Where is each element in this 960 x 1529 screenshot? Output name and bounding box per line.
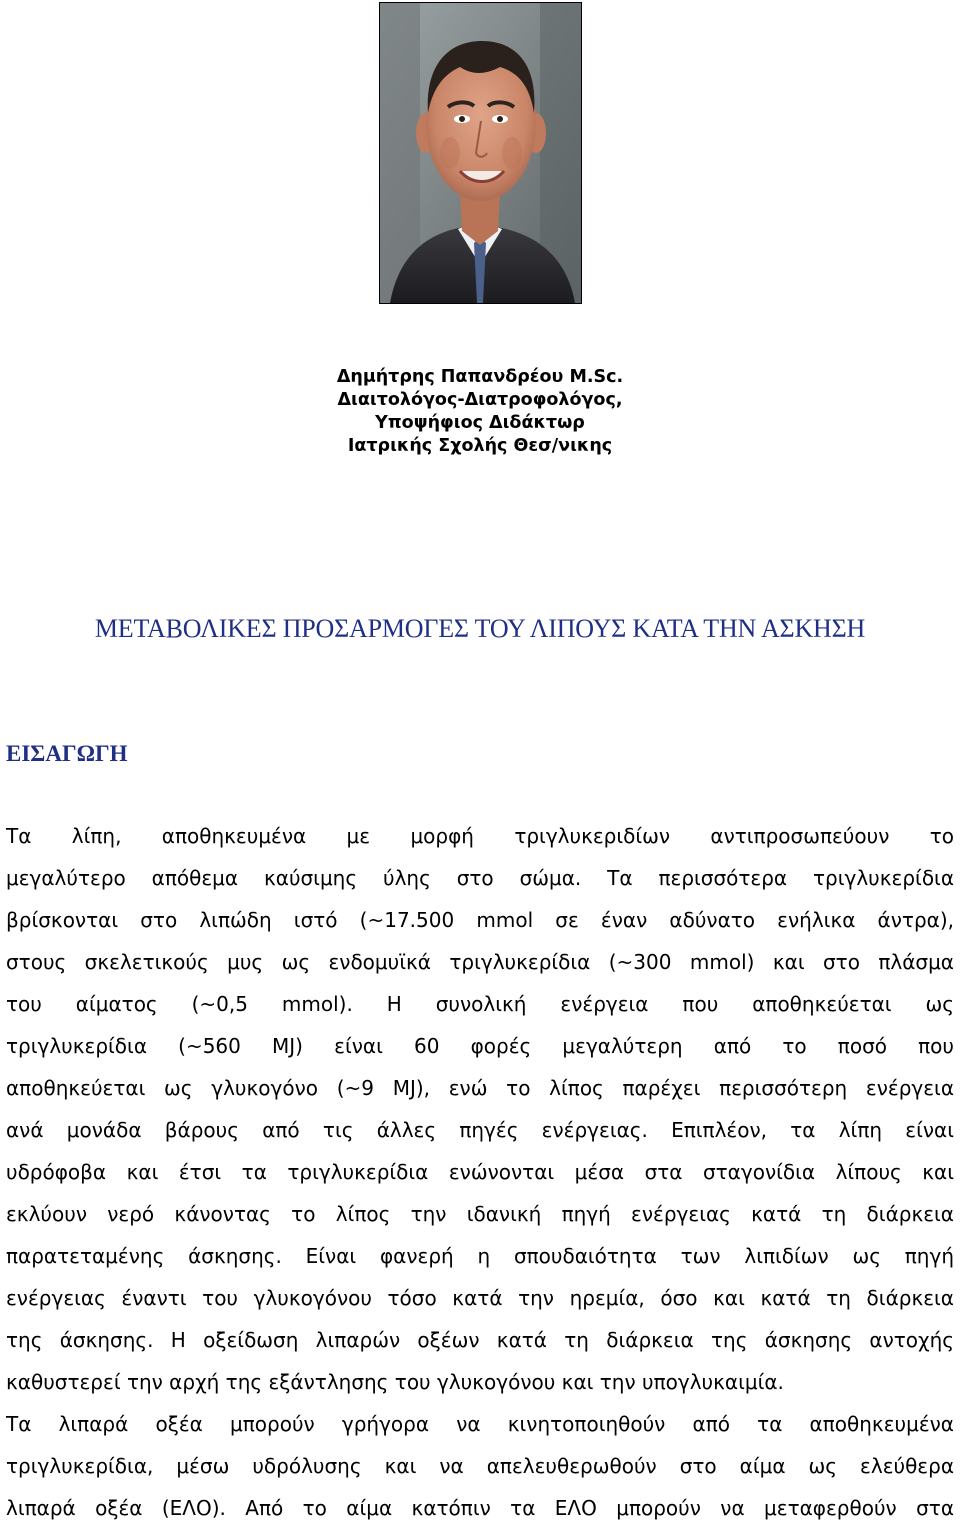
body-line: υδρόφοβα και έτσι τα τριγλυκερίδια ενώνονται μέσα στα σταγονίδια λίπους και xyxy=(6,1160,954,1184)
body-line: αποθηκεύεται ως γλυκογόνο (~9 MJ), ενώ το λίπος παρέχει περισσότερη ενέργεια xyxy=(6,1076,954,1100)
section-body xyxy=(6,815,954,1529)
body-line: ενέργειας έναντι του γλυκογόνου τόσο κατά την ηρεμία, όσο και κατά τη διάρκεια xyxy=(6,1286,954,1310)
author-school: Ιατρικής Σχολής Θεσ/νικης xyxy=(347,436,613,456)
body-line: Τα λίπη, αποθηκευμένα με μορφή τριγλυκεριδίων αντιπροσωπεύουν το xyxy=(6,824,954,848)
body-line: καθυστερεί την αρχή της εξάντλησης του γλυκογόνου και την υπογλυκαιμία. xyxy=(6,1370,784,1394)
body-line: της άσκησης. Η οξείδωση λιπαρών οξέων κατά τη διάρκεια της άσκησης αντοχής xyxy=(6,1328,954,1352)
author-degree: Υποψήφιος Διδάκτωρ xyxy=(375,413,585,433)
body-line: μεγαλύτερο απόθεμα καύσιμης ύλης στο σώμα. Τα περισσότερα τριγλυκερίδια xyxy=(6,866,954,890)
body-line: του αίματος (~0,5 mmol). Η συνολική ενέργεια που αποθηκεύεται ως xyxy=(6,992,954,1016)
body-line: τριγλυκερίδια, μέσω υδρόλυσης και να απελευθερωθούν στο αίμα ως ελεύθερα xyxy=(6,1454,954,1478)
body-line: παρατεταμένης άσκησης. Είναι φανερή η σπουδαιότητα των λιπιδίων ως πηγή xyxy=(6,1244,954,1268)
body-line: εκλύουν νερό κάνοντας το λίπος την ιδανική πηγή ενέργειας κατά τη διάρκεια xyxy=(6,1202,954,1226)
author-credits xyxy=(0,366,960,458)
body-line: Τα λιπαρά οξέα μπορούν γρήγορα να κινητοποιηθούν από τα αποθηκευμένα xyxy=(6,1412,954,1436)
body-line: ανά μονάδα βάρους από τις άλλες πηγές ενέργειας. Επιπλέον, τα λίπη είναι xyxy=(6,1118,954,1142)
body-line: λιπαρά οξέα (ΕΛΟ). Από το αίμα κατόπιν τα ΕΛΟ μπορούν να μεταφερθούν στα xyxy=(6,1496,954,1520)
body-line: στους σκελετικούς μυς ως ενδομυϊκά τριγλυκερίδια (~300 mmol) και στο πλάσμα xyxy=(6,950,954,974)
author-name: Δημήτρης Παπανδρέου M.Sc. xyxy=(336,367,624,387)
body-line: βρίσκονται στο λιπώδη ιστό (~17.500 mmol σε έναν αδύνατο ενήλικα άντρα), xyxy=(6,908,954,932)
article-title: ΜΕΤΑΒΟΛΙΚΕΣ ΠΡΟΣΑΡΜΟΓΕΣ ΤΟΥ ΛΙΠΟΥΣ ΚΑΤΑ ΤΗΝ ΑΣΚΗΣΗ xyxy=(94,614,866,643)
section-heading: ΕΙΣΑΓΩΓΗ xyxy=(6,741,128,766)
author-profession: Διαιτολόγος-Διατροφολόγος, xyxy=(337,390,623,410)
body-line: τριγλυκερίδια (~560 MJ) είναι 60 φορές μεγαλύτερη από το ποσό που xyxy=(6,1034,954,1058)
author-photo xyxy=(379,2,582,304)
